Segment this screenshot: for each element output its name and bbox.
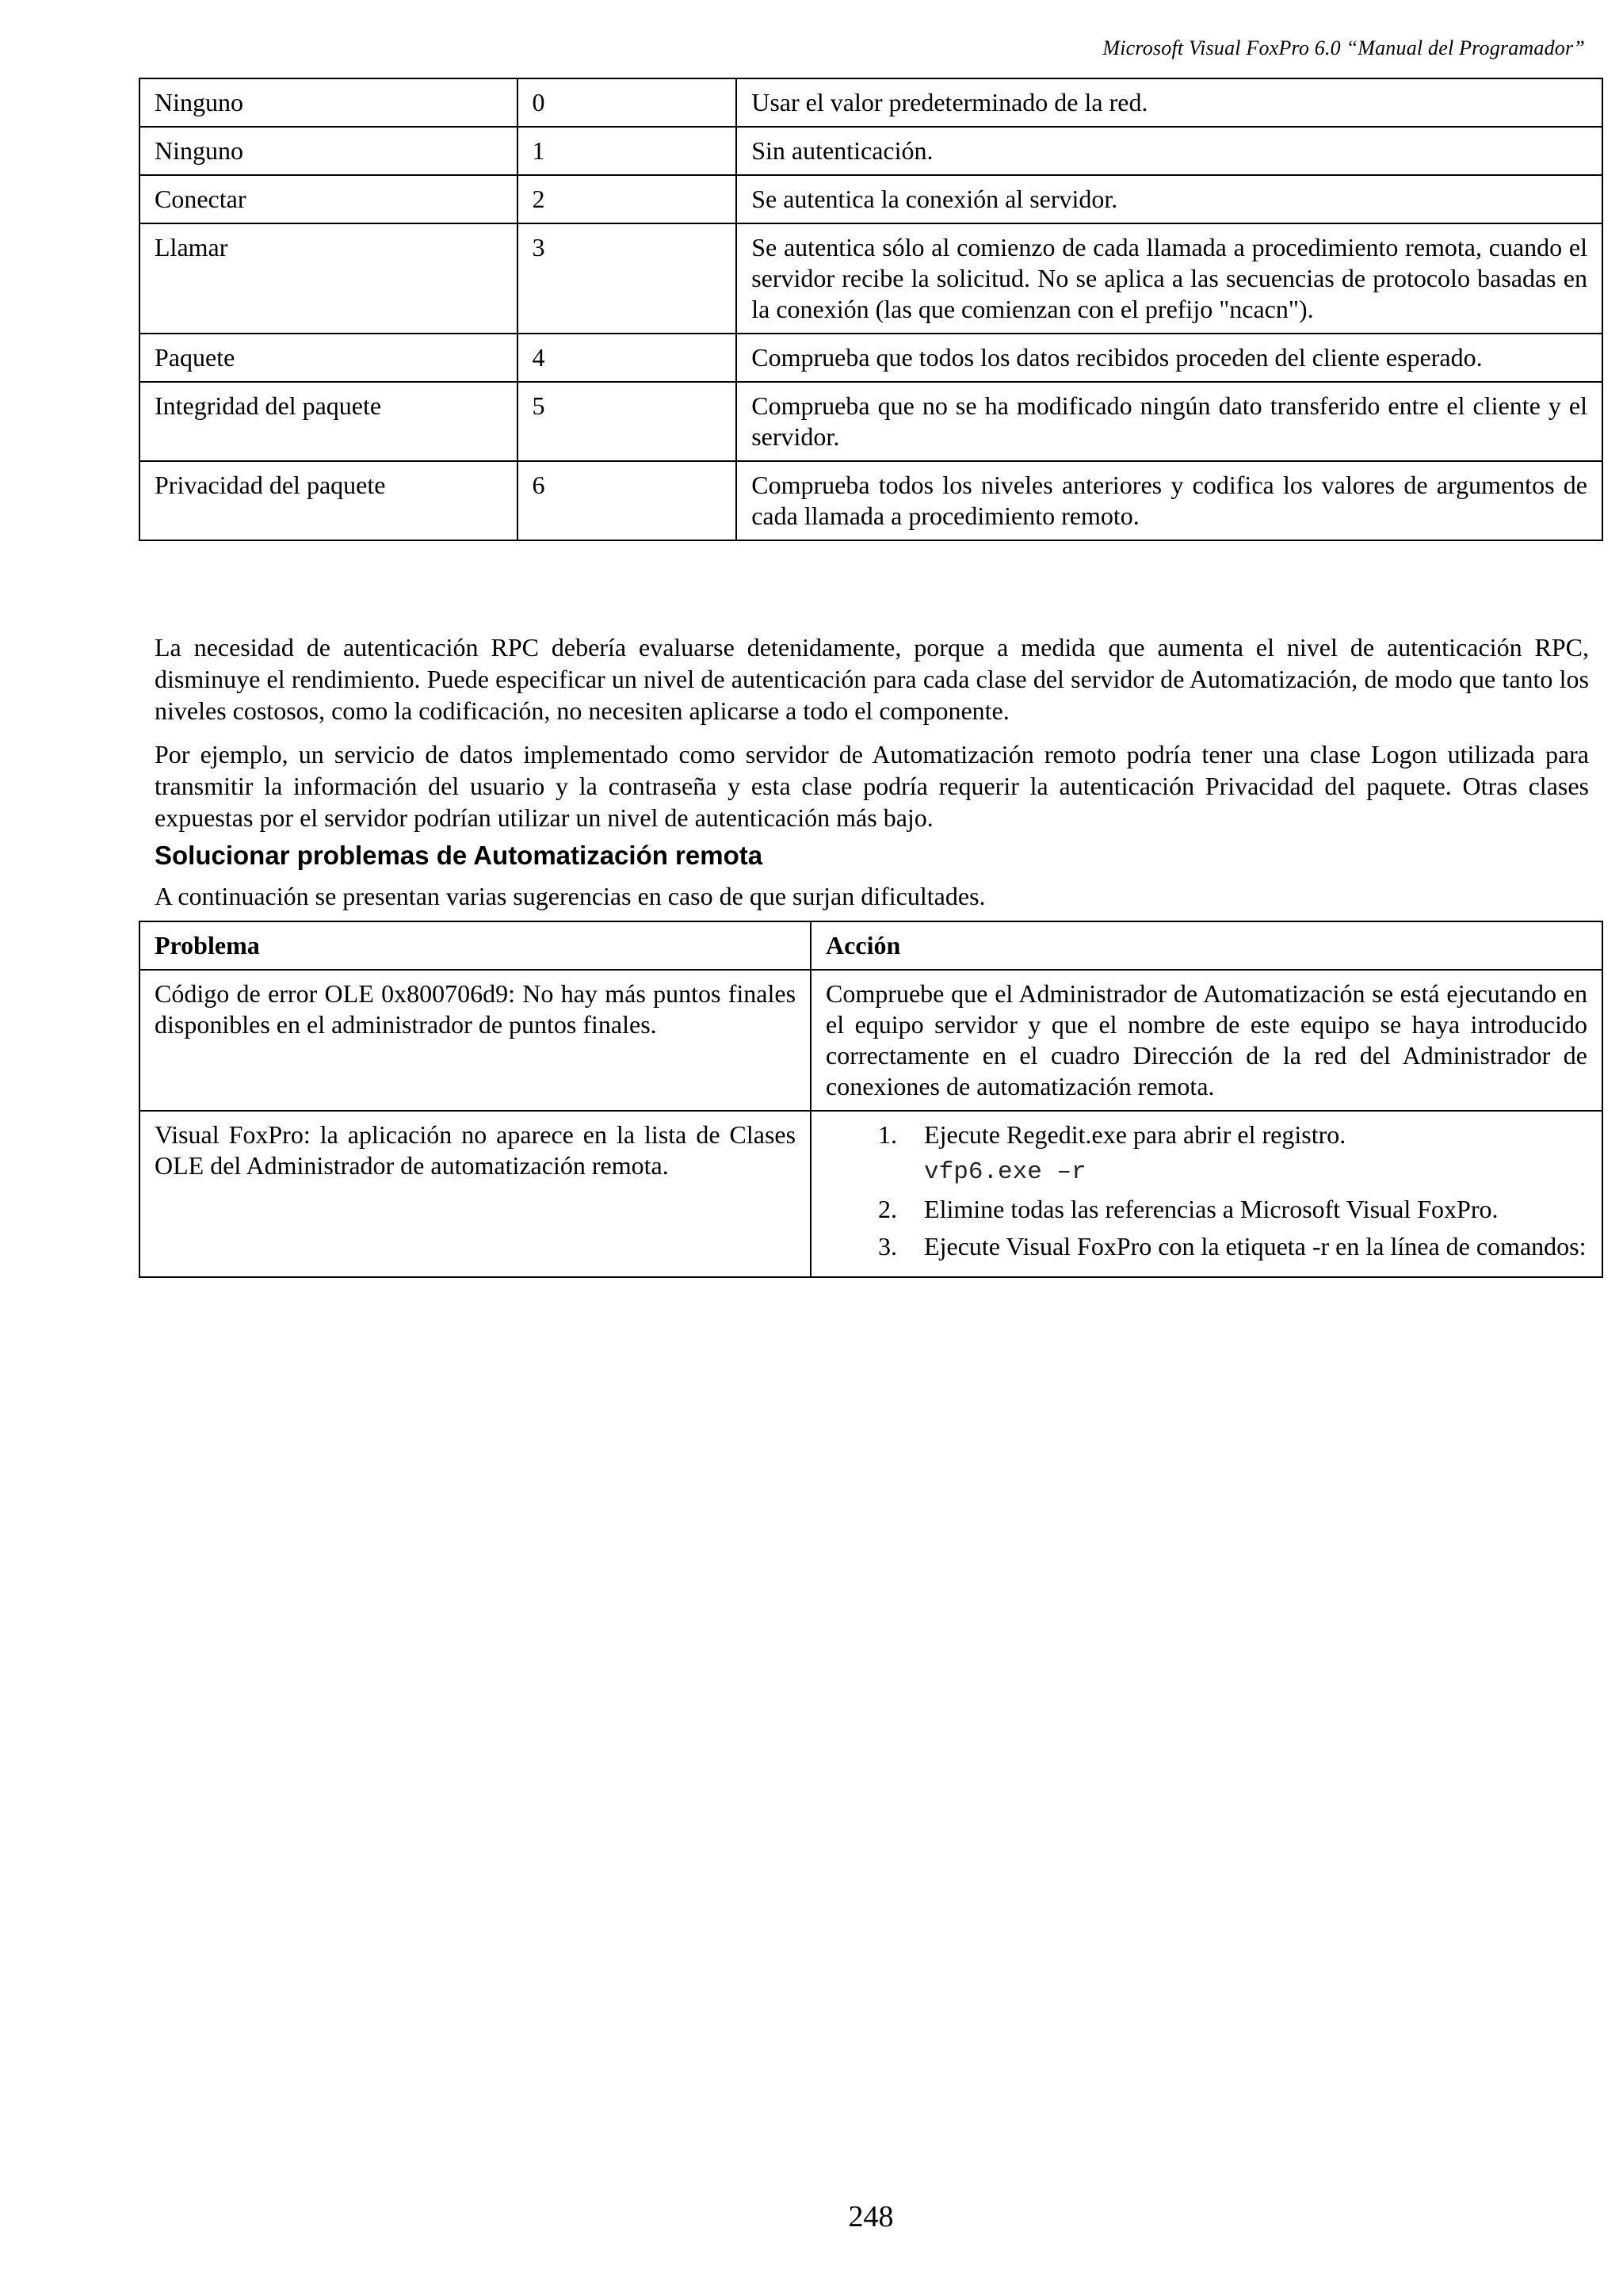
auth-level-value: 2 [517, 175, 737, 223]
page-number: 248 [848, 2200, 894, 2233]
table-header-row [139, 921, 1602, 970]
step-text: Ejecute Regedit.exe para abrir el registro. [924, 1120, 1346, 1149]
table-row [139, 1111, 1602, 1277]
table-row [139, 78, 1602, 127]
step-number: 3. [878, 1232, 898, 1261]
step-text: Elimine todas las referencias a Microsoft Visual FoxPro. [924, 1195, 1499, 1223]
auth-level-name: Ninguno [139, 127, 517, 175]
body-paragraph: La necesidad de autenticación RPC debería evaluarse detenidamente, porque a medida que aumenta el nivel de autenticación RPC, disminuye el rendimiento. Puede especificar un nivel de autenticación para cada clase del servidor de Automatización, de modo que tanto los niveles costosos, como la codificación, no necesiten aplicarse a todo el componente. [155, 633, 1589, 725]
step-number: 2. [878, 1195, 898, 1223]
table-row [139, 970, 1602, 1111]
running-header: Microsoft Visual FoxPro 6.0 “Manual del Programador” [1102, 36, 1585, 59]
column-header-problem: Problema [139, 921, 811, 970]
auth-level-name: Privacidad del paquete [139, 461, 517, 540]
auth-level-value: 4 [517, 334, 737, 382]
auth-level-value: 1 [517, 127, 737, 175]
auth-level-description: Sin autenticación. [736, 127, 1602, 175]
list-item [826, 1119, 1587, 1188]
action-cell: Compruebe que el Administrador de Automatización se está ejecutando en el equipo servidor y que el nombre de este equipo se haya introducido correctamente en el cuadro Dirección de la red del Administrador de conexiones de automatización remota. [811, 970, 1602, 1111]
body-paragraph: Por ejemplo, un servicio de datos implementado como servidor de Automatización remoto podría tener una clase Logon utilizada para transmitir la información del usuario y la contraseña y esta clase podría requerir la autenticación Privacidad del paquete. Otras clases expuestas por el servidor podrían utilizar un nivel de autenticación más bajo. [155, 740, 1589, 832]
table-row [139, 127, 1602, 175]
authentication-level-table [139, 78, 1603, 541]
table-row [139, 382, 1602, 461]
column-header-action: Acción [811, 921, 1602, 970]
action-cell [811, 1111, 1602, 1277]
step-number: 1. [878, 1120, 898, 1149]
auth-level-value: 6 [517, 461, 737, 540]
auth-level-name: Paquete [139, 334, 517, 382]
table-row [139, 334, 1602, 382]
auth-level-name: Llamar [139, 223, 517, 334]
action-steps-list [826, 1119, 1587, 1262]
list-item [826, 1231, 1587, 1262]
auth-level-name: Conectar [139, 175, 517, 223]
auth-level-value: 5 [517, 382, 737, 461]
command-code: vfp6.exe –r [924, 1158, 1086, 1186]
table-row [139, 461, 1602, 540]
auth-level-description: Comprueba que todos los datos recibidos proceden del cliente esperado. [736, 334, 1602, 382]
auth-level-description: Se autentica la conexión al servidor. [736, 175, 1602, 223]
auth-level-description: Comprueba todos los niveles anteriores y codifica los valores de argumentos de cada llamada a procedimiento remoto. [736, 461, 1602, 540]
section-heading: Solucionar problemas de Automatización remota [155, 841, 763, 870]
auth-level-description: Comprueba que no se ha modificado ningún dato transferido entre el cliente y el servidor. [736, 382, 1602, 461]
troubleshooting-table [139, 921, 1603, 1278]
auth-level-description: Usar el valor predeterminado de la red. [736, 78, 1602, 127]
intro-paragraph: A continuación se presentan varias sugerencias en caso de que surjan dificultades. [155, 882, 986, 910]
step-text: Ejecute Visual FoxPro con la etiqueta -r en la línea de comandos: [924, 1232, 1587, 1261]
table-row [139, 223, 1602, 334]
problem-cell: Código de error OLE 0x800706d9: No hay más puntos finales disponibles en el administrador de puntos finales. [139, 970, 811, 1111]
auth-level-name: Ninguno [139, 78, 517, 127]
auth-level-value: 3 [517, 223, 737, 334]
auth-level-description: Se autentica sólo al comienzo de cada llamada a procedimiento remota, cuando el servidor recibe la solicitud. No se aplica a las secuencias de protocolo basadas en la conexión (las que comienzan con el prefijo "ncacn"). [736, 223, 1602, 334]
step-text-container [924, 1119, 1587, 1188]
table-row [139, 175, 1602, 223]
auth-level-name: Integridad del paquete [139, 382, 517, 461]
list-item [826, 1194, 1587, 1225]
problem-cell: Visual FoxPro: la aplicación no aparece en la lista de Clases OLE del Administrador de automatización remota. [139, 1111, 811, 1277]
auth-level-value: 0 [517, 78, 737, 127]
